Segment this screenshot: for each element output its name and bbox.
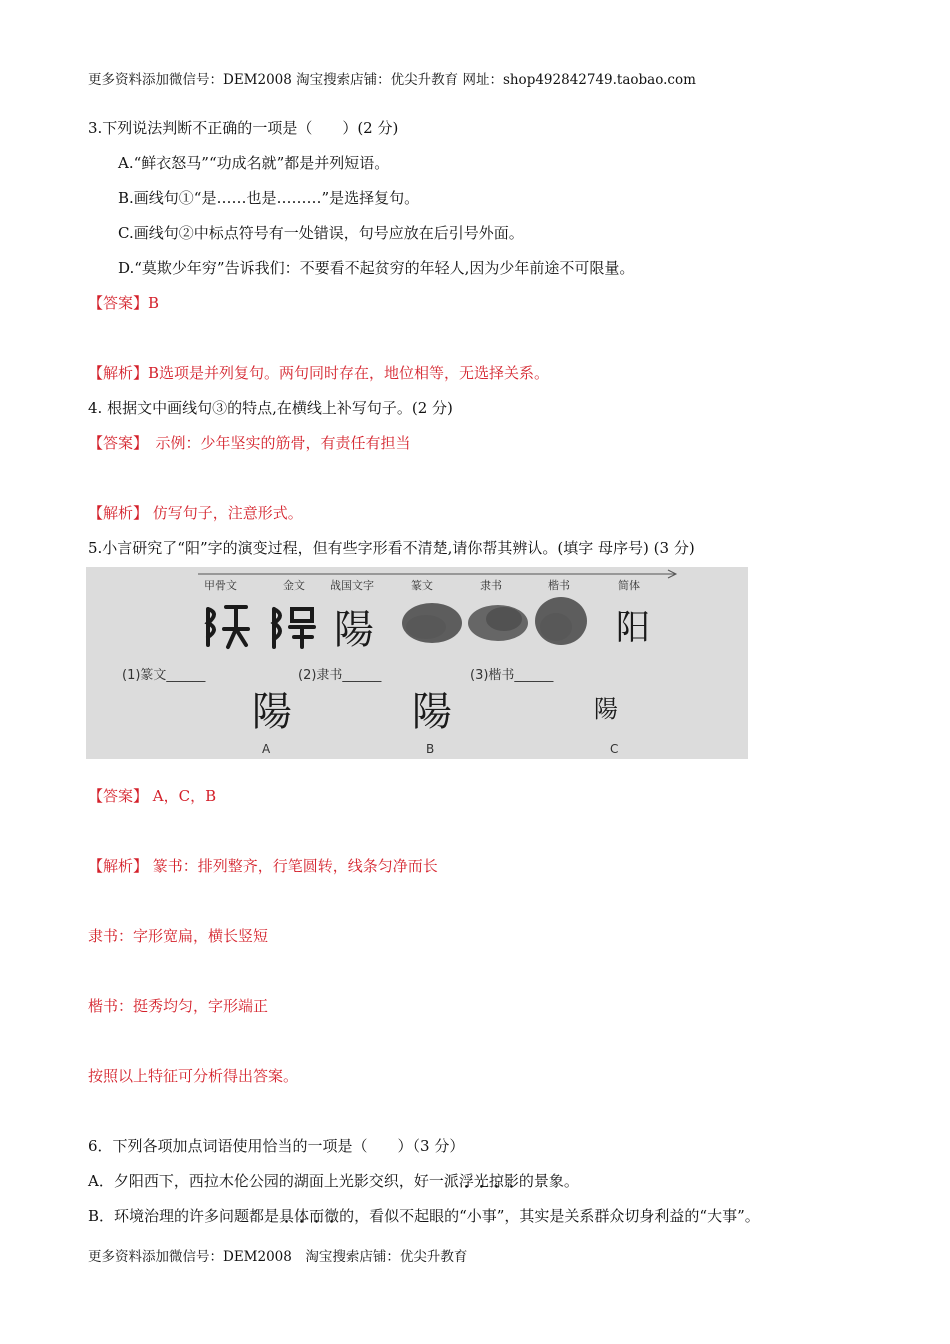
- stage-label: 金文: [283, 579, 305, 592]
- q3-stem: 3.下列说法判断不正确的一项是（ ）(2 分): [88, 119, 399, 137]
- option-c-glyph: 陽: [594, 695, 618, 723]
- dotted-char: 浮: [458, 1172, 474, 1190]
- bronze-form: [274, 609, 314, 647]
- blank-regular-script: (3)楷书______: [470, 668, 554, 683]
- stage-label: 楷书: [548, 579, 570, 592]
- q5-analysis-conclusion: 按照以上特征可分析得出答案。: [88, 1067, 299, 1085]
- q6-option-a: [88, 1171, 579, 1191]
- simplified-form: 阳: [616, 608, 650, 648]
- oracle-bone-form: [208, 607, 248, 647]
- header-text: 更多资料添加微信号：DEM2008 淘宝搜索店铺：优尖升教育 网址：shop492842749.taobao.com: [88, 72, 696, 88]
- stage-label: 篆文: [411, 579, 433, 592]
- q4-stem: 4. 根据文中画线句③的特点,在横线上补写句子。(2 分): [88, 399, 453, 417]
- dotted-char: 光: [473, 1172, 489, 1190]
- q5-stem: 5.小言研究了“阳”字的演变过程，但有些字形看不清楚,请你帮其辨认。(填字 母序号) (3 分): [88, 539, 695, 557]
- q5-analysis-seal: 【解析】 篆书：排列整齐，行笔圆转，线条匀净而长: [88, 857, 438, 875]
- q5-analysis-clerical: 隶书：字形宽扁，横长竖短: [88, 927, 269, 945]
- option-b-letter: B: [426, 742, 435, 756]
- blank-seal-script: (1)篆文______: [122, 668, 206, 683]
- q6-option-b-pre: B．环境治理的许多问题都是: [88, 1207, 280, 1225]
- dotted-char: 而: [309, 1207, 325, 1225]
- q5-answer: 【答案】 A，C，B: [88, 787, 217, 805]
- q6-stem: 6．下列各项加点词语使用恰当的一项是（ ）（3 分）: [88, 1137, 465, 1155]
- warring-states-form: 陽: [334, 607, 374, 653]
- dotted-char: 具: [279, 1207, 295, 1225]
- q5-analysis-regular: 楷书：挺秀均匀，字形端正: [88, 997, 269, 1015]
- stage-label: 简体: [618, 579, 640, 592]
- stage-label: 隶书: [480, 579, 502, 592]
- q4-analysis: 【解析】 仿写句子，注意形式。: [88, 504, 303, 522]
- q4-answer: 【答案】 示例：少年坚实的筋骨，有责任有担当: [88, 434, 411, 452]
- dotted-char: 掠: [488, 1172, 504, 1190]
- dotted-char: 体: [294, 1207, 310, 1225]
- stage-label: 战国文字: [330, 579, 374, 592]
- dotted-char: 微: [324, 1207, 340, 1225]
- stage-label: 甲骨文: [204, 579, 237, 592]
- blank-clerical-script: (2)隶书______: [298, 668, 382, 683]
- option-a-letter: A: [262, 742, 271, 756]
- option-b-glyph: 陽: [412, 689, 452, 735]
- q3-analysis: 【解析】B选项是并列复句。两句同时存在，地位相等，无选择关系。: [88, 364, 550, 382]
- q3-option-a: A.“鲜衣怒马”“功成名就”都是并列短语。: [118, 154, 390, 172]
- q6-option-a-post: 的景象。: [518, 1172, 579, 1190]
- option-a-glyph: 陽: [252, 689, 292, 735]
- q3-option-b: B.画线句①“是……也是………”是选择复句。: [118, 189, 420, 207]
- footer-text: 更多资料添加微信号：DEM2008 淘宝搜索店铺：优尖升教育: [88, 1249, 468, 1265]
- option-c-letter: C: [610, 742, 619, 756]
- q6-option-b-post: 的，看似不起眼的“小事”，其实是关系群众切身利益的“大事”。: [339, 1207, 760, 1225]
- q6-option-a-pre: A．夕阳西下，西拉木伦公园的湖面上光影交织，好一派: [88, 1172, 459, 1190]
- q3-option-c: C.画线句②中标点符号有一处错误，句号应放在后引号外面。: [118, 224, 524, 242]
- q6-option-b: [88, 1206, 760, 1226]
- q3-option-d: D.“莫欺少年穷”告诉我们：不要看不起贫穷的年轻人,因为少年前途不可限量。: [118, 259, 635, 277]
- character-evolution-figure: [86, 567, 748, 759]
- smudged-forms: [402, 597, 587, 645]
- dotted-char: 影: [503, 1172, 519, 1190]
- q3-answer: 【答案】B: [88, 294, 160, 312]
